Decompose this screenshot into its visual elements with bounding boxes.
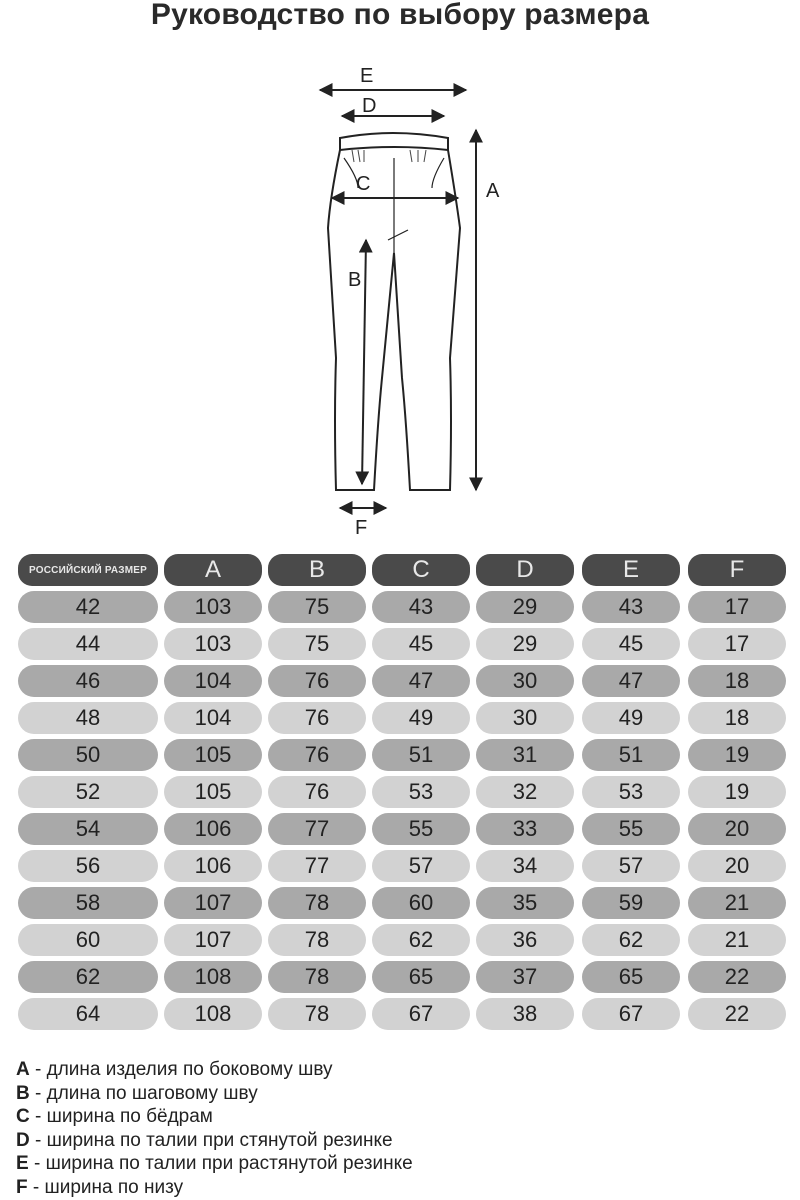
value-cell: 57 [372,850,470,882]
size-cell: 56 [18,850,158,882]
value-cell: 22 [688,998,786,1030]
size-cell: 42 [18,591,158,623]
value-cell: 43 [372,591,470,623]
value-cell: 21 [688,887,786,919]
value-cell: 67 [372,998,470,1030]
legend-key: F [16,1176,28,1198]
waist-pleats [352,150,426,162]
value-cell: 47 [582,665,680,697]
value-cell: 30 [476,665,574,697]
table-row [16,665,788,702]
value-cell: 78 [268,961,366,993]
value-cell: 75 [268,628,366,660]
header-e: E [582,554,680,586]
table-row [16,924,788,961]
table-row [16,702,788,739]
value-cell: 106 [164,813,262,845]
legend-text: - ширина по талии при стянутой резинке [29,1129,393,1151]
legend-key: B [16,1082,30,1104]
value-cell: 55 [372,813,470,845]
value-cell: 60 [372,887,470,919]
value-cell: 49 [582,702,680,734]
legend-key: E [16,1153,29,1174]
value-cell: 65 [582,961,680,993]
pants-diagram [300,58,520,548]
value-cell: 105 [164,776,262,808]
size-cell: 58 [18,887,158,919]
legend [16,1058,796,1199]
value-cell: 18 [688,702,786,734]
value-cell: 76 [268,739,366,771]
table-row [16,961,788,998]
value-cell: 107 [164,924,262,956]
legend-text: - ширина по талии при растянутой резинке [28,1153,413,1174]
value-cell: 19 [688,739,786,771]
value-cell: 34 [476,850,574,882]
value-cell: 45 [582,628,680,660]
table-row [16,739,788,776]
value-cell: 20 [688,850,786,882]
table-row [16,850,788,887]
value-cell: 19 [688,776,786,808]
value-cell: 20 [688,813,786,845]
size-cell: 44 [18,628,158,660]
value-cell: 104 [164,665,262,697]
value-cell: 17 [688,591,786,623]
value-cell: 38 [476,998,574,1030]
value-cell: 105 [164,739,262,771]
arrow-b [362,240,366,484]
legend-item [16,1058,796,1082]
value-cell: 75 [268,591,366,623]
value-cell: 22 [688,961,786,993]
table-header-row [16,554,788,591]
size-cell: 62 [18,961,158,993]
value-cell: 36 [476,924,574,956]
value-cell: 35 [476,887,574,919]
pants-outline [328,133,460,490]
label-a: A [486,180,500,202]
value-cell: 107 [164,887,262,919]
header-d: D [476,554,574,586]
value-cell: 37 [476,961,574,993]
value-cell: 51 [582,739,680,771]
value-cell: 55 [582,813,680,845]
value-cell: 29 [476,628,574,660]
value-cell: 47 [372,665,470,697]
value-cell: 78 [268,998,366,1030]
value-cell: 77 [268,813,366,845]
legend-text: - длина по шаговому шву [29,1082,258,1104]
value-cell: 103 [164,628,262,660]
table-row [16,998,788,1035]
legend-key: D [16,1129,30,1151]
table-row [16,591,788,628]
label-e: E [360,65,374,87]
header-b: B [268,554,366,586]
label-f: F [355,517,368,539]
value-cell: 18 [688,665,786,697]
size-cell: 46 [18,665,158,697]
legend-key: A [16,1059,30,1080]
value-cell: 59 [582,887,680,919]
value-cell: 51 [372,739,470,771]
value-cell: 78 [268,924,366,956]
value-cell: 108 [164,961,262,993]
header-f: F [688,554,786,586]
value-cell: 57 [582,850,680,882]
value-cell: 33 [476,813,574,845]
value-cell: 106 [164,850,262,882]
label-d: D [362,95,377,117]
value-cell: 31 [476,739,574,771]
legend-text: - ширина по бёдрам [29,1106,213,1127]
value-cell: 62 [582,924,680,956]
value-cell: 62 [372,924,470,956]
size-cell: 54 [18,813,158,845]
page-title: Руководство по выбору размера [150,0,650,31]
header-russian-size: РОССИЙСКИЙ РАЗМЕР [18,554,158,586]
value-cell: 76 [268,665,366,697]
value-cell: 103 [164,591,262,623]
value-cell: 53 [582,776,680,808]
value-cell: 32 [476,776,574,808]
legend-item [16,1082,796,1106]
value-cell: 76 [268,776,366,808]
size-cell: 60 [18,924,158,956]
value-cell: 65 [372,961,470,993]
legend-key: C [16,1106,30,1127]
legend-item [16,1105,796,1129]
legend-item [16,1129,796,1153]
value-cell: 67 [582,998,680,1030]
legend-text: - длина изделия по боковому шву [29,1059,333,1080]
value-cell: 108 [164,998,262,1030]
label-c: C [356,173,371,195]
legend-item [16,1152,796,1176]
size-table [16,554,788,1035]
size-cell: 50 [18,739,158,771]
size-cell: 64 [18,998,158,1030]
size-cell: 48 [18,702,158,734]
size-cell: 52 [18,776,158,808]
legend-text: - ширина по низу [27,1176,184,1198]
value-cell: 30 [476,702,574,734]
value-cell: 17 [688,628,786,660]
value-cell: 53 [372,776,470,808]
legend-item [16,1176,796,1200]
table-row [16,887,788,924]
value-cell: 77 [268,850,366,882]
label-b: B [348,269,362,291]
value-cell: 45 [372,628,470,660]
value-cell: 49 [372,702,470,734]
value-cell: 29 [476,591,574,623]
value-cell: 78 [268,887,366,919]
table-row [16,813,788,850]
value-cell: 43 [582,591,680,623]
table-row [16,628,788,665]
value-cell: 104 [164,702,262,734]
header-c: C [372,554,470,586]
table-row [16,776,788,813]
header-a: A [164,554,262,586]
value-cell: 76 [268,702,366,734]
value-cell: 21 [688,924,786,956]
